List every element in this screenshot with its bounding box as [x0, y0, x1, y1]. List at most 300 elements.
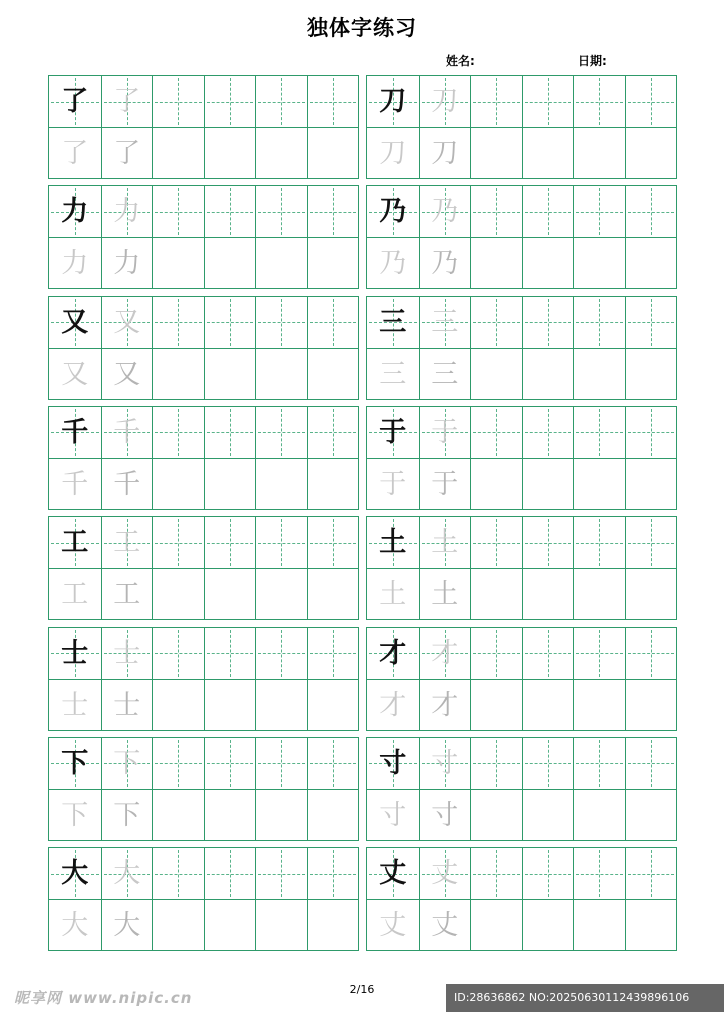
writing-cell[interactable] — [367, 128, 419, 179]
trace-character: 大 — [61, 910, 89, 942]
writing-cell[interactable] — [101, 680, 153, 731]
trace-character: 刀 — [431, 86, 459, 117]
writing-cell[interactable] — [625, 517, 677, 568]
trace-character: 力 — [113, 196, 141, 228]
writing-cell[interactable] — [419, 848, 471, 899]
tracing-row — [367, 76, 676, 127]
model-character: 又 — [61, 306, 89, 338]
trace-character: 乃 — [431, 196, 459, 228]
trace-character: 千 — [61, 468, 89, 500]
writing-cell[interactable] — [625, 76, 677, 127]
writing-cell[interactable] — [573, 76, 625, 127]
writing-cell[interactable] — [49, 569, 101, 620]
trace-character: 下 — [61, 799, 89, 831]
trace-character: 三 — [431, 358, 459, 390]
writing-cell[interactable] — [307, 738, 359, 789]
trace-character: 又 — [113, 306, 141, 338]
name-label: 姓名: — [446, 54, 475, 68]
writing-cell[interactable] — [101, 238, 153, 289]
writing-cell[interactable] — [522, 790, 574, 841]
trace-character: 工 — [113, 527, 141, 559]
model-character: 于 — [379, 416, 407, 448]
writing-cell[interactable] — [49, 238, 101, 289]
writing-cell[interactable] — [204, 459, 256, 510]
model-character: 千 — [61, 416, 89, 448]
writing-cell[interactable] — [573, 349, 625, 400]
writing-cell[interactable] — [204, 128, 256, 179]
writing-cell[interactable] — [255, 238, 307, 289]
writing-cell[interactable] — [470, 848, 522, 899]
trace-character: 刀 — [431, 138, 459, 169]
writing-cell[interactable] — [470, 128, 522, 179]
writing-cell[interactable] — [152, 297, 204, 348]
writing-cell[interactable] — [419, 186, 471, 237]
writing-cell[interactable] — [419, 128, 471, 179]
writing-cell[interactable] — [49, 349, 101, 400]
writing-cell[interactable] — [307, 569, 359, 620]
writing-cell[interactable] — [49, 628, 101, 679]
writing-cell[interactable] — [152, 628, 204, 679]
writing-cell[interactable] — [49, 848, 101, 899]
writing-cell[interactable] — [419, 76, 471, 127]
writing-cell[interactable] — [522, 680, 574, 731]
writing-cell[interactable] — [255, 738, 307, 789]
writing-cell[interactable] — [101, 569, 153, 620]
trace-character: 大 — [113, 858, 141, 890]
practice-block — [48, 737, 359, 841]
writing-cell[interactable] — [522, 517, 574, 568]
writing-cell[interactable] — [419, 349, 471, 400]
writing-cell[interactable] — [625, 790, 677, 841]
copy-row — [367, 348, 676, 400]
writing-cell[interactable] — [470, 349, 522, 400]
writing-cell[interactable] — [470, 738, 522, 789]
trace-character: 于 — [379, 468, 407, 500]
writing-cell[interactable] — [49, 76, 101, 127]
practice-block — [366, 737, 677, 841]
trace-character: 了 — [113, 86, 141, 117]
copy-row — [367, 789, 676, 841]
writing-cell[interactable] — [152, 128, 204, 179]
writing-cell[interactable] — [573, 628, 625, 679]
trace-character: 乃 — [431, 248, 459, 280]
trace-character: 才 — [379, 689, 407, 721]
trace-character: 乃 — [379, 248, 407, 280]
writing-cell[interactable] — [367, 349, 419, 400]
writing-cell[interactable] — [204, 297, 256, 348]
trace-character: 又 — [113, 358, 141, 390]
writing-cell[interactable] — [367, 517, 419, 568]
writing-cell[interactable] — [573, 517, 625, 568]
writing-cell[interactable] — [367, 186, 419, 237]
writing-cell[interactable] — [204, 680, 256, 731]
writing-cell[interactable] — [470, 238, 522, 289]
writing-cell[interactable] — [470, 900, 522, 951]
writing-cell[interactable] — [152, 76, 204, 127]
writing-cell[interactable] — [101, 128, 153, 179]
writing-cell[interactable] — [625, 569, 677, 620]
writing-cell[interactable] — [49, 459, 101, 510]
trace-character: 才 — [431, 689, 459, 721]
tracing-row — [49, 407, 358, 458]
writing-cell[interactable] — [470, 76, 522, 127]
writing-cell[interactable] — [152, 407, 204, 458]
writing-cell[interactable] — [307, 680, 359, 731]
writing-cell[interactable] — [255, 407, 307, 458]
practice-block — [366, 75, 677, 179]
writing-cell[interactable] — [255, 569, 307, 620]
writing-cell[interactable] — [255, 76, 307, 127]
writing-cell[interactable] — [152, 790, 204, 841]
writing-cell[interactable] — [101, 900, 153, 951]
writing-cell[interactable] — [419, 297, 471, 348]
practice-block — [366, 627, 677, 731]
writing-cell[interactable] — [204, 569, 256, 620]
writing-cell[interactable] — [419, 790, 471, 841]
writing-cell[interactable] — [49, 517, 101, 568]
trace-character: 大 — [113, 910, 141, 942]
writing-cell[interactable] — [573, 680, 625, 731]
writing-cell[interactable] — [522, 900, 574, 951]
writing-cell[interactable] — [625, 407, 677, 458]
writing-cell[interactable] — [367, 297, 419, 348]
writing-cell[interactable] — [49, 186, 101, 237]
writing-cell[interactable] — [367, 738, 419, 789]
writing-cell[interactable] — [470, 517, 522, 568]
writing-cell[interactable] — [367, 790, 419, 841]
trace-character: 千 — [113, 468, 141, 500]
writing-cell[interactable] — [573, 186, 625, 237]
trace-character: 寸 — [431, 799, 459, 831]
practice-block — [366, 185, 677, 289]
trace-character: 了 — [113, 138, 141, 169]
trace-character: 三 — [431, 306, 459, 338]
writing-cell[interactable] — [49, 297, 101, 348]
writing-cell[interactable] — [255, 848, 307, 899]
tracing-row — [367, 848, 676, 899]
writing-cell[interactable] — [419, 459, 471, 510]
model-character: 工 — [61, 527, 89, 559]
writing-cell[interactable] — [152, 517, 204, 568]
writing-cell[interactable] — [470, 186, 522, 237]
trace-character: 丈 — [379, 910, 407, 942]
writing-cell[interactable] — [101, 790, 153, 841]
writing-cell[interactable] — [419, 569, 471, 620]
writing-cell[interactable] — [625, 297, 677, 348]
copy-row — [49, 348, 358, 400]
writing-cell[interactable] — [204, 349, 256, 400]
writing-cell[interactable] — [307, 790, 359, 841]
tracing-row — [49, 517, 358, 568]
tracing-row — [367, 628, 676, 679]
writing-cell[interactable] — [522, 349, 574, 400]
writing-cell[interactable] — [307, 848, 359, 899]
tracing-row — [49, 297, 358, 348]
copy-row — [49, 679, 358, 731]
writing-cell[interactable] — [522, 128, 574, 179]
page-number: 2/16 — [349, 983, 375, 996]
writing-cell[interactable] — [255, 128, 307, 179]
writing-cell[interactable] — [49, 738, 101, 789]
trace-character: 下 — [113, 747, 141, 779]
writing-cell[interactable] — [255, 680, 307, 731]
writing-cell[interactable] — [625, 128, 677, 179]
writing-cell[interactable] — [573, 738, 625, 789]
writing-cell[interactable] — [522, 569, 574, 620]
writing-cell[interactable] — [255, 349, 307, 400]
trace-character: 丈 — [431, 910, 459, 942]
tracing-row — [367, 297, 676, 348]
writing-cell[interactable] — [470, 569, 522, 620]
writing-cell[interactable] — [625, 680, 677, 731]
writing-cell[interactable] — [419, 628, 471, 679]
copy-row — [367, 237, 676, 289]
writing-cell[interactable] — [152, 459, 204, 510]
writing-cell[interactable] — [470, 407, 522, 458]
writing-cell[interactable] — [204, 517, 256, 568]
writing-cell[interactable] — [101, 738, 153, 789]
writing-cell[interactable] — [307, 128, 359, 179]
footer — [0, 980, 724, 1024]
model-character: 力 — [61, 196, 89, 228]
writing-cell[interactable] — [204, 738, 256, 789]
model-character: 才 — [379, 637, 407, 669]
writing-cell[interactable] — [255, 790, 307, 841]
trace-character: 千 — [113, 416, 141, 448]
practice-block — [366, 516, 677, 620]
writing-cell[interactable] — [255, 459, 307, 510]
writing-cell[interactable] — [255, 517, 307, 568]
writing-cell[interactable] — [204, 900, 256, 951]
writing-cell[interactable] — [522, 628, 574, 679]
writing-cell[interactable] — [573, 790, 625, 841]
tracing-row — [49, 848, 358, 899]
writing-cell[interactable] — [522, 186, 574, 237]
trace-character: 下 — [113, 799, 141, 831]
practice-block — [48, 847, 359, 951]
writing-cell[interactable] — [255, 900, 307, 951]
writing-cell[interactable] — [470, 790, 522, 841]
tracing-row — [367, 517, 676, 568]
trace-character: 工 — [61, 579, 89, 611]
writing-cell[interactable] — [307, 459, 359, 510]
writing-cell[interactable] — [101, 349, 153, 400]
trace-character: 丈 — [431, 858, 459, 890]
writing-cell[interactable] — [573, 569, 625, 620]
practice-block — [366, 296, 677, 400]
trace-character: 士 — [113, 637, 141, 669]
writing-cell[interactable] — [49, 900, 101, 951]
writing-cell[interactable] — [49, 680, 101, 731]
writing-cell[interactable] — [49, 128, 101, 179]
writing-cell[interactable] — [367, 76, 419, 127]
writing-cell[interactable] — [522, 848, 574, 899]
writing-cell[interactable] — [307, 517, 359, 568]
copy-row — [49, 237, 358, 289]
writing-cell[interactable] — [419, 738, 471, 789]
trace-character: 才 — [431, 637, 459, 669]
writing-cell[interactable] — [625, 186, 677, 237]
image-id-bar: ID:28636862 NO:20250630112439896106 — [446, 984, 724, 1012]
copy-row — [367, 568, 676, 620]
writing-cell[interactable] — [470, 297, 522, 348]
tracing-row — [367, 738, 676, 789]
writing-cell[interactable] — [625, 848, 677, 899]
practice-block — [48, 75, 359, 179]
copy-row — [49, 127, 358, 179]
writing-cell[interactable] — [307, 900, 359, 951]
writing-cell[interactable] — [307, 628, 359, 679]
writing-cell[interactable] — [367, 680, 419, 731]
writing-cell[interactable] — [419, 238, 471, 289]
model-character: 土 — [379, 527, 407, 559]
writing-cell[interactable] — [101, 628, 153, 679]
writing-cell[interactable] — [152, 900, 204, 951]
writing-cell[interactable] — [470, 628, 522, 679]
writing-cell[interactable] — [522, 238, 574, 289]
writing-cell[interactable] — [625, 738, 677, 789]
writing-cell[interactable] — [367, 407, 419, 458]
trace-character: 土 — [431, 527, 459, 559]
practice-block — [48, 627, 359, 731]
writing-cell[interactable] — [101, 459, 153, 510]
model-character: 了 — [61, 86, 89, 117]
watermark-text: 昵享网 www.nipic.cn — [14, 989, 193, 1007]
writing-cell[interactable] — [152, 569, 204, 620]
trace-character: 土 — [379, 579, 407, 611]
writing-cell[interactable] — [367, 848, 419, 899]
tracing-row — [49, 186, 358, 237]
trace-character: 于 — [431, 416, 459, 448]
copy-row — [367, 127, 676, 179]
model-character: 寸 — [379, 747, 407, 779]
trace-character: 刀 — [379, 138, 407, 169]
writing-cell[interactable] — [307, 297, 359, 348]
writing-cell[interactable] — [49, 407, 101, 458]
writing-cell[interactable] — [255, 297, 307, 348]
writing-cell[interactable] — [573, 238, 625, 289]
writing-cell[interactable] — [101, 848, 153, 899]
writing-cell[interactable] — [307, 407, 359, 458]
writing-cell[interactable] — [152, 349, 204, 400]
writing-cell[interactable] — [204, 238, 256, 289]
model-character: 乃 — [379, 196, 407, 228]
writing-cell[interactable] — [204, 628, 256, 679]
trace-character: 力 — [113, 248, 141, 280]
trace-character: 了 — [61, 138, 89, 169]
writing-cell[interactable] — [101, 76, 153, 127]
model-character: 刀 — [379, 86, 407, 117]
writing-cell[interactable] — [152, 738, 204, 789]
copy-row — [49, 568, 358, 620]
writing-cell[interactable] — [522, 407, 574, 458]
writing-cell[interactable] — [204, 76, 256, 127]
trace-character: 士 — [113, 689, 141, 721]
writing-cell[interactable] — [101, 297, 153, 348]
trace-character: 土 — [431, 579, 459, 611]
writing-cell[interactable] — [573, 407, 625, 458]
writing-cell[interactable] — [625, 628, 677, 679]
writing-cell[interactable] — [419, 517, 471, 568]
writing-cell[interactable] — [522, 76, 574, 127]
model-character: 丈 — [379, 858, 407, 890]
writing-cell[interactable] — [625, 238, 677, 289]
model-character: 三 — [379, 306, 407, 338]
model-character: 大 — [61, 858, 89, 890]
writing-cell[interactable] — [419, 900, 471, 951]
trace-character: 寸 — [379, 799, 407, 831]
writing-cell[interactable] — [367, 238, 419, 289]
writing-cell[interactable] — [625, 349, 677, 400]
writing-cell[interactable] — [101, 407, 153, 458]
writing-cell[interactable] — [625, 459, 677, 510]
copy-row — [49, 789, 358, 841]
writing-cell[interactable] — [255, 186, 307, 237]
practice-block — [48, 296, 359, 400]
writing-cell[interactable] — [367, 459, 419, 510]
writing-cell[interactable] — [101, 186, 153, 237]
model-character: 下 — [61, 747, 89, 779]
writing-cell[interactable] — [419, 680, 471, 731]
writing-cell[interactable] — [204, 407, 256, 458]
copy-row — [49, 899, 358, 951]
trace-character: 力 — [61, 248, 89, 280]
practice-block — [48, 185, 359, 289]
practice-block — [366, 847, 677, 951]
writing-cell[interactable] — [152, 680, 204, 731]
writing-cell[interactable] — [625, 900, 677, 951]
tracing-row — [367, 407, 676, 458]
writing-cell[interactable] — [522, 459, 574, 510]
trace-character: 士 — [61, 689, 89, 721]
writing-cell[interactable] — [470, 459, 522, 510]
writing-cell[interactable] — [367, 569, 419, 620]
writing-cell[interactable] — [573, 459, 625, 510]
trace-character: 三 — [379, 358, 407, 390]
writing-cell[interactable] — [307, 186, 359, 237]
writing-cell[interactable] — [367, 900, 419, 951]
writing-cell[interactable] — [152, 186, 204, 237]
practice-block — [48, 516, 359, 620]
writing-cell[interactable] — [101, 517, 153, 568]
tracing-row — [49, 76, 358, 127]
writing-cell[interactable] — [307, 76, 359, 127]
writing-cell[interactable] — [367, 628, 419, 679]
writing-cell[interactable] — [573, 900, 625, 951]
copy-row — [367, 458, 676, 510]
writing-cell[interactable] — [49, 790, 101, 841]
date-label: 日期: — [578, 54, 607, 68]
tracing-row — [49, 628, 358, 679]
writing-cell[interactable] — [152, 848, 204, 899]
writing-cell[interactable] — [152, 238, 204, 289]
writing-cell[interactable] — [573, 848, 625, 899]
writing-cell[interactable] — [204, 186, 256, 237]
writing-cell[interactable] — [255, 628, 307, 679]
writing-cell[interactable] — [522, 738, 574, 789]
writing-cell[interactable] — [307, 238, 359, 289]
page-title: 独体字练习 — [307, 16, 417, 40]
writing-cell[interactable] — [419, 407, 471, 458]
writing-cell[interactable] — [573, 297, 625, 348]
trace-character: 又 — [61, 358, 89, 390]
writing-cell[interactable] — [470, 680, 522, 731]
writing-cell[interactable] — [307, 349, 359, 400]
writing-cell[interactable] — [204, 790, 256, 841]
writing-cell[interactable] — [573, 128, 625, 179]
writing-cell[interactable] — [522, 297, 574, 348]
writing-cell[interactable] — [204, 848, 256, 899]
